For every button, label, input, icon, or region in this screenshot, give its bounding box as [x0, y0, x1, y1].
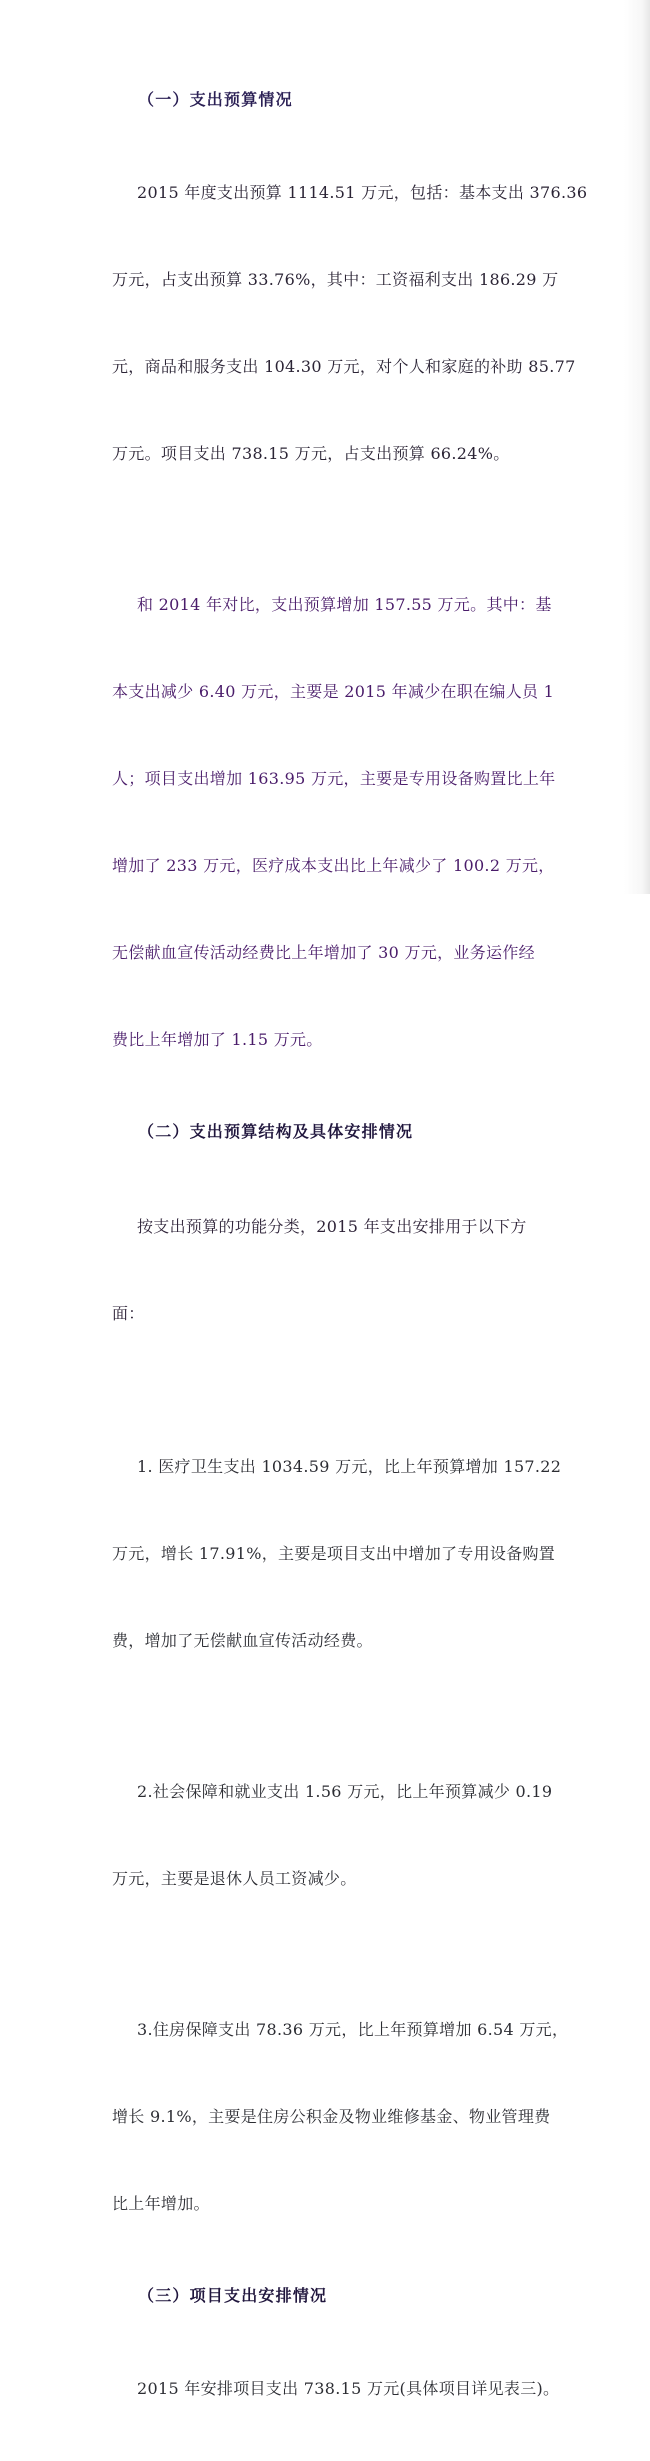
text-line: 万元，主要是退休人员工资减少。	[112, 1869, 357, 1888]
text-line: 增加了 233 万元，医疗成本支出比上年减少了 100.2 万元，	[112, 856, 555, 875]
section-heading-3: （三）项目支出安排情况	[138, 2286, 328, 2305]
paragraph-function-classification	[112, 1154, 562, 1386]
text-line: 增长 9.1%，主要是住房公积金及物业维修基金、物业管理费	[112, 2107, 551, 2126]
paragraph-social-security-expenditure	[112, 1719, 562, 1951]
spacer	[112, 1146, 562, 1154]
text-line: 无偿献血宣传活动经费比上年增加了 30 万元，业务运作经	[112, 943, 535, 962]
section-budget-structure	[112, 1118, 569, 2276]
text-line: 万元，占支出预算 33.76%，其中：工资福利支出 186.29 万	[112, 270, 559, 289]
document-body	[112, 86, 588, 2461]
text-line: 按支出预算的功能分类，2015 年支出安排用于以下方	[137, 1217, 527, 1236]
text-line: 3.住房保障支出 78.36 万元，比上年预算增加 6.54 万元，	[137, 2020, 569, 2039]
text-line: 万元，增长 17.91%，主要是项目支出中增加了专用设备购置	[112, 1544, 556, 1563]
paragraph-housing-expenditure	[112, 1957, 569, 2276]
text-line: 面：	[112, 1304, 145, 1323]
section-expenditure-budget	[112, 86, 588, 1112]
section-heading-2: （二）支出预算结构及具体安排情况	[138, 1122, 414, 1141]
paragraph-year-comparison	[112, 532, 562, 1112]
text-line: 费比上年增加了 1.15 万元。	[112, 1030, 323, 1049]
text-line: 万元。项目支出 738.15 万元，占支出预算 66.24%。	[112, 444, 510, 463]
spacer	[112, 1386, 562, 1394]
section-heading-1: （一）支出预算情况	[138, 90, 293, 109]
text-line: 和 2014 年对比，支出预算增加 157.55 万元。其中：基	[137, 595, 552, 614]
text-line: 2.社会保障和就业支出 1.56 万元，比上年预算减少 0.19	[137, 1782, 553, 1801]
text-line: 2015 年度支出预算 1114.51 万元，包括：基本支出 376.36	[137, 183, 588, 202]
text-line: 1. 医疗卫生支出 1034.59 万元，比上年预算增加 157.22	[137, 1457, 562, 1476]
text-line: 本支出减少 6.40 万元，主要是 2015 年减少在职在编人员 1	[112, 682, 555, 701]
paragraph-budget-summary	[112, 120, 588, 526]
page-edge-shadow	[642, 0, 650, 894]
section-project-expenditure	[112, 2282, 562, 2461]
text-line: 比上年增加。	[112, 2194, 210, 2213]
text-line: 费，增加了无偿献血宣传活动经费。	[112, 1631, 373, 1650]
paragraph-project-arrangement	[112, 2316, 562, 2461]
paragraph-medical-expenditure	[112, 1394, 562, 1713]
text-line: 2015 年安排项目支出 738.15 万元(具体项目详见表三)。	[137, 2379, 560, 2398]
text-line: 人；项目支出增加 163.95 万元，主要是专用设备购置比上年	[112, 769, 556, 788]
text-line: 元，商品和服务支出 104.30 万元，对个人和家庭的补助 85.77	[112, 357, 576, 376]
